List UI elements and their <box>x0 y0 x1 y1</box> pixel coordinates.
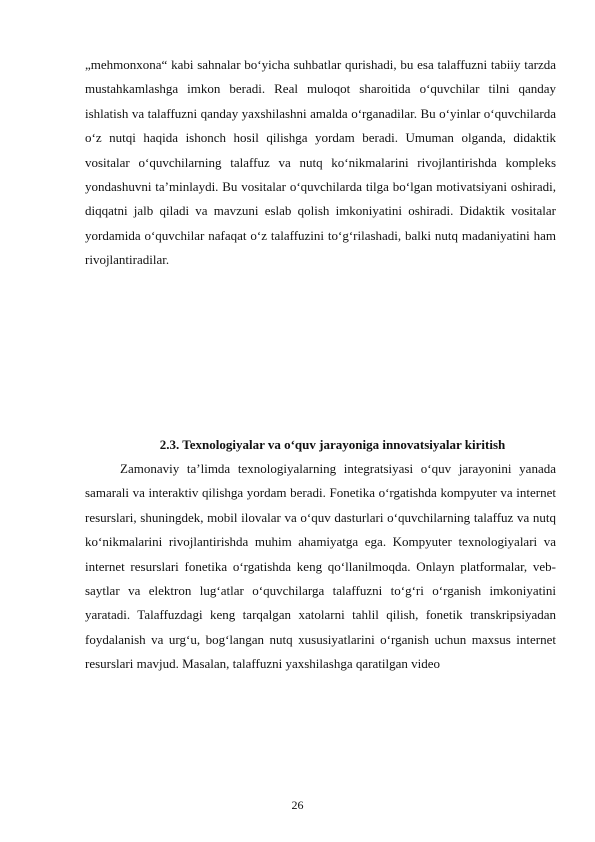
body-paragraph-section: Zamonaviy ta’limda texnologiyalarning integratsiyasi o‘quv jarayonini yanada samarali va interaktiv qilishga yordam beradi. Fonetika o‘rgatishda kompyuter va internet resurslari, shuningdek, mobil ilovalar va o‘quv dasturlari o‘quvchilarning talaffuz va nutq ko‘nikmalarini rivojlantirishda muhim ahamiyatga ega. Kompyuter texnologiyalari va internet resurslari fonetika o‘rgatishda keng qo‘llanilmoqda. Onlayn platformalar, veb-saytlar va elektron lug‘atlar o‘quvchilarga talaffuzni to‘g‘ri o‘rganish imkoniyatini yaratadi. Talaffuzdagi keng tarqalgan xatolarni tahlil qilish, fonetik transkripsiyadan foydalanish va urg‘u, bog‘langan nutq xususiyatlarini o‘rganish uchun maxsus internet resurslari mavjud. Masalan, talaffuzni yaxshilashga qaratilgan video <box>85 461 556 672</box>
page-number: 26 <box>291 798 304 812</box>
section-heading: 2.3. Texnologiyalar va o‘quv jarayoniga innovatsiyalar kiritish <box>159 437 506 452</box>
body-paragraph-continued: „mehmonxona“ kabi sahnalar bo‘yicha suhbatlar qurishadi, bu esa talaffuzni tabiiy tarzda mustahkamlashga imkon beradi. Real muloqot sharoitida o‘quvchilar tilni qanday ishlatish va talaffuzni qanday yaxshilashni amalda o‘rganadilar. Bu o‘yinlar o‘quvchilarda o‘z nutqi haqida ishonch hosil qilishga yordam beradi. Umuman olganda, didaktik vositalar o‘quvchilarning talaffuz va nutq ko‘nikmalarini rivojlantirishda kompleks yondashuvni ta’minlaydi. Bu vositalar o‘quvchilarda tilga bo‘lgan motivatsiyani oshiradi, diqqatni jalb qiladi va mavzuni eslab qolish imkoniyatini oshiradi. Didaktik vositalar yordamida o‘quvchilar nafaqat o‘z talaffuzini to‘g‘rilashadi, balki nutq madaniyatini ham rivojlantiradilar. <box>85 57 556 268</box>
